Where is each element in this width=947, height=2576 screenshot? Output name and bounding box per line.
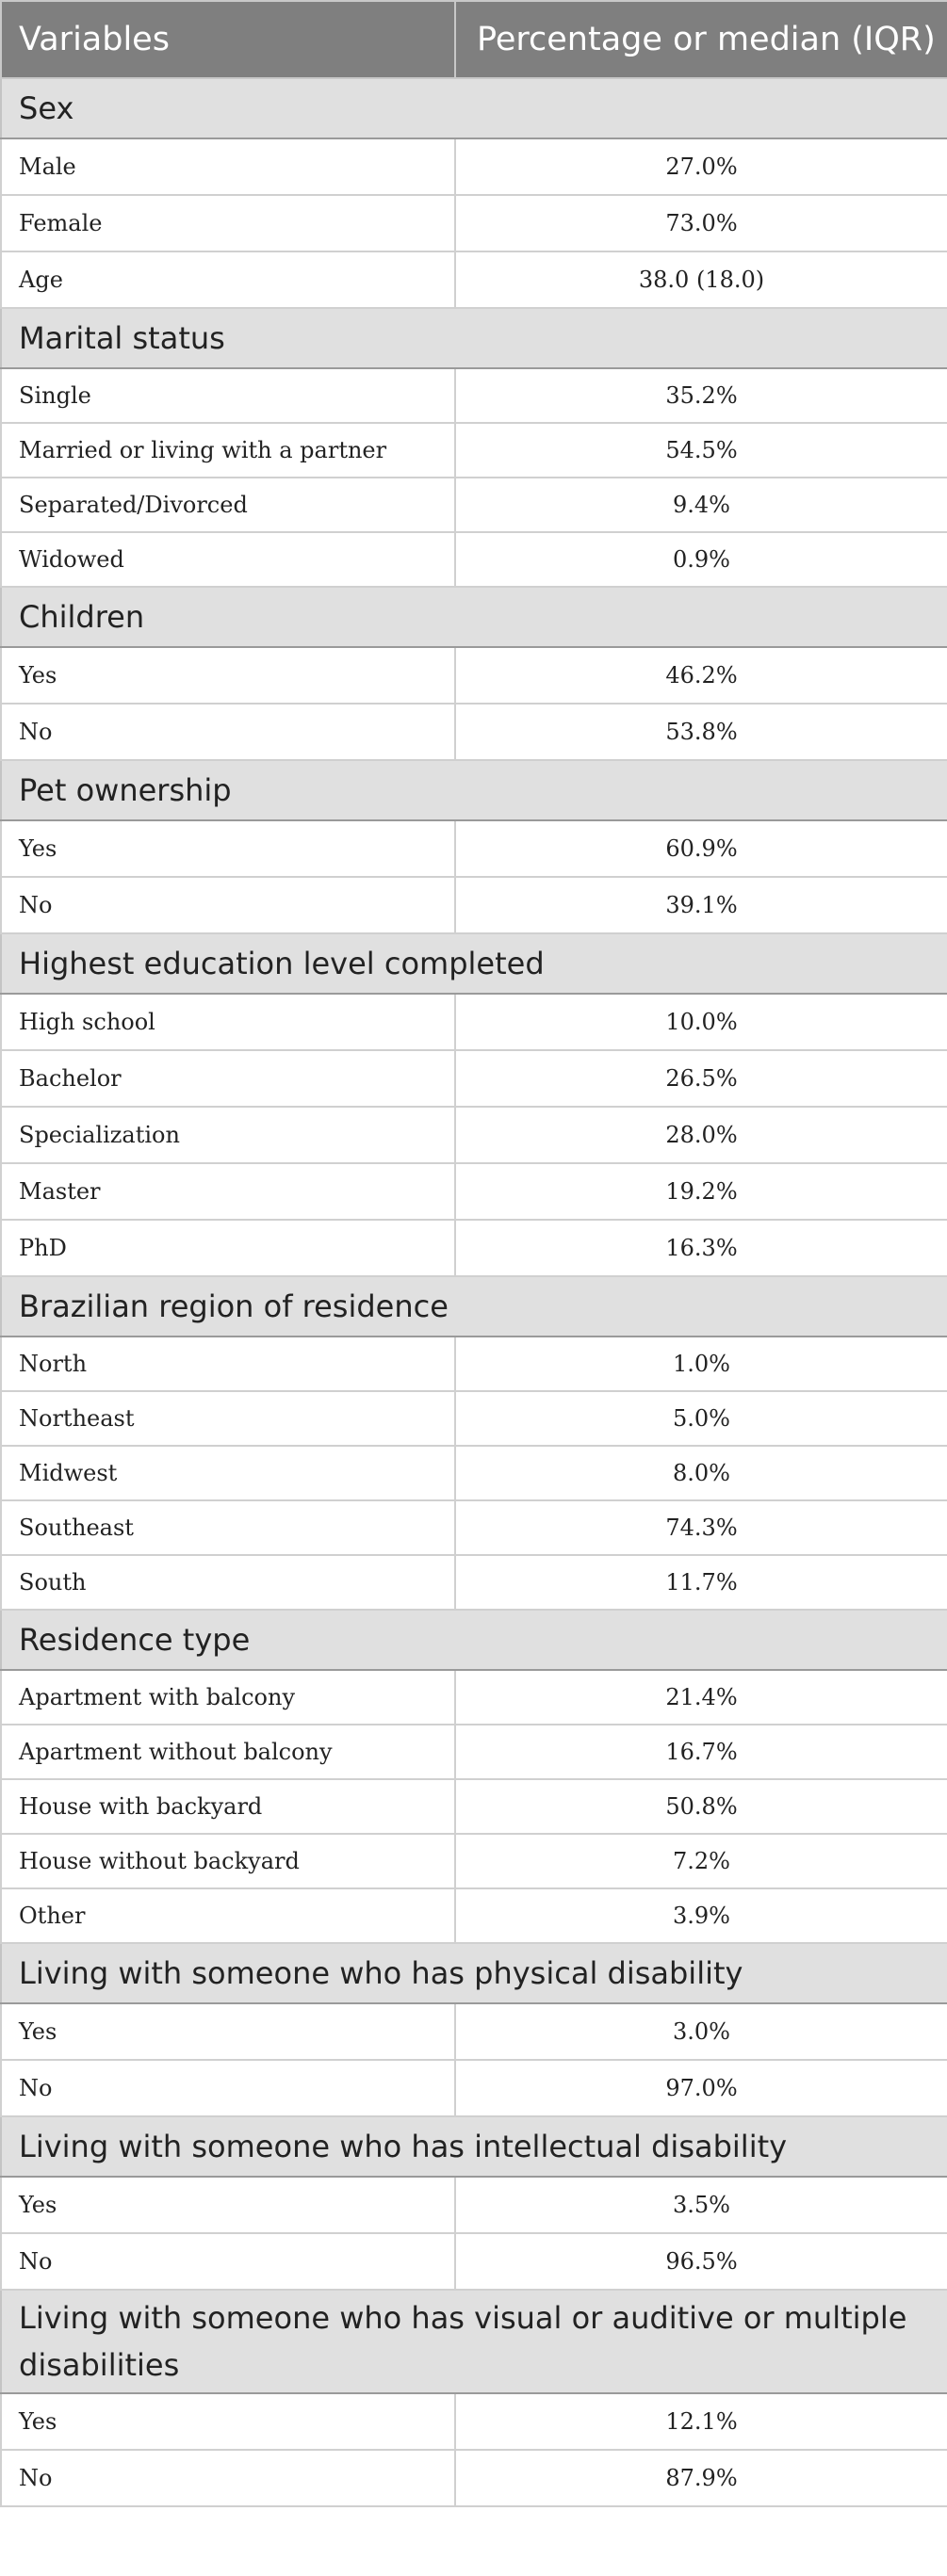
table-row bbox=[1, 2393, 947, 2450]
row-value: 60.9% bbox=[455, 820, 947, 877]
section-title: Children bbox=[1, 587, 947, 647]
table-row bbox=[1, 2233, 947, 2290]
row-label: House with backyard bbox=[1, 1779, 455, 1834]
section-title: Living with someone who has visual or auditive or multiple disabilities bbox=[1, 2290, 947, 2393]
table-row bbox=[1, 1670, 947, 1725]
section-title: Residence type bbox=[1, 1610, 947, 1670]
section-title: Living with someone who has intellectual disability bbox=[1, 2116, 947, 2177]
row-value: 28.0% bbox=[455, 1107, 947, 1163]
row-label: High school bbox=[1, 994, 455, 1050]
row-label: House without backyard bbox=[1, 1834, 455, 1888]
row-label: Other bbox=[1, 1888, 455, 1943]
section-row bbox=[1, 933, 947, 994]
row-label: Female bbox=[1, 195, 455, 251]
row-value: 38.0 (18.0) bbox=[455, 251, 947, 308]
table-row bbox=[1, 1391, 947, 1446]
row-value: 27.0% bbox=[455, 138, 947, 195]
row-value: 12.1% bbox=[455, 2393, 947, 2450]
section-title: Brazilian region of residence bbox=[1, 1276, 947, 1337]
section-row bbox=[1, 78, 947, 138]
row-value: 1.0% bbox=[455, 1337, 947, 1391]
table-row bbox=[1, 1779, 947, 1834]
table-row bbox=[1, 532, 947, 587]
row-label: No bbox=[1, 2060, 455, 2116]
section-title: Marital status bbox=[1, 308, 947, 368]
table-row bbox=[1, 1555, 947, 1610]
row-value: 16.7% bbox=[455, 1725, 947, 1779]
row-label: No bbox=[1, 877, 455, 933]
section-row bbox=[1, 2116, 947, 2177]
row-value: 73.0% bbox=[455, 195, 947, 251]
table-row bbox=[1, 1834, 947, 1888]
section-title: Highest education level completed bbox=[1, 933, 947, 994]
row-label: Male bbox=[1, 138, 455, 195]
row-label: No bbox=[1, 2233, 455, 2290]
row-value: 74.3% bbox=[455, 1500, 947, 1555]
row-value: 96.5% bbox=[455, 2233, 947, 2290]
row-label: Southeast bbox=[1, 1500, 455, 1555]
row-label: Single bbox=[1, 368, 455, 423]
table-row bbox=[1, 423, 947, 478]
row-value: 26.5% bbox=[455, 1050, 947, 1107]
table-row bbox=[1, 478, 947, 532]
row-value: 50.8% bbox=[455, 1779, 947, 1834]
table-row bbox=[1, 2060, 947, 2116]
row-value: 10.0% bbox=[455, 994, 947, 1050]
row-value: 54.5% bbox=[455, 423, 947, 478]
row-label: Midwest bbox=[1, 1446, 455, 1500]
row-value: 97.0% bbox=[455, 2060, 947, 2116]
row-value: 3.0% bbox=[455, 2003, 947, 2060]
row-label: No bbox=[1, 2450, 455, 2506]
row-label: Northeast bbox=[1, 1391, 455, 1446]
header-value: Percentage or median (IQR) bbox=[455, 1, 947, 78]
table-row bbox=[1, 1500, 947, 1555]
row-value: 46.2% bbox=[455, 647, 947, 704]
table-row bbox=[1, 647, 947, 704]
row-label: Bachelor bbox=[1, 1050, 455, 1107]
row-label: Apartment with balcony bbox=[1, 1670, 455, 1725]
table-row bbox=[1, 877, 947, 933]
section-title: Pet ownership bbox=[1, 760, 947, 820]
row-value: 9.4% bbox=[455, 478, 947, 532]
row-label: Yes bbox=[1, 2003, 455, 2060]
table-row bbox=[1, 251, 947, 308]
table-row bbox=[1, 1050, 947, 1107]
table-row bbox=[1, 1220, 947, 1276]
section-row bbox=[1, 308, 947, 368]
table-row bbox=[1, 994, 947, 1050]
row-value: 7.2% bbox=[455, 1834, 947, 1888]
row-value: 3.5% bbox=[455, 2177, 947, 2233]
table-row bbox=[1, 2003, 947, 2060]
header-variables: Variables bbox=[1, 1, 455, 78]
row-label: No bbox=[1, 704, 455, 760]
section-row bbox=[1, 587, 947, 647]
table-body bbox=[1, 78, 947, 2506]
table-row bbox=[1, 820, 947, 877]
table-row bbox=[1, 1337, 947, 1391]
row-value: 11.7% bbox=[455, 1555, 947, 1610]
row-label: Separated/Divorced bbox=[1, 478, 455, 532]
row-label: South bbox=[1, 1555, 455, 1610]
row-value: 16.3% bbox=[455, 1220, 947, 1276]
table-header-row bbox=[1, 1, 947, 78]
row-value: 39.1% bbox=[455, 877, 947, 933]
table-row bbox=[1, 704, 947, 760]
row-value: 53.8% bbox=[455, 704, 947, 760]
section-title: Living with someone who has physical disability bbox=[1, 1943, 947, 2003]
section-row bbox=[1, 1276, 947, 1337]
table-row bbox=[1, 1725, 947, 1779]
row-label: PhD bbox=[1, 1220, 455, 1276]
row-value: 0.9% bbox=[455, 532, 947, 587]
row-label: Widowed bbox=[1, 532, 455, 587]
row-value: 5.0% bbox=[455, 1391, 947, 1446]
table-row bbox=[1, 138, 947, 195]
row-value: 21.4% bbox=[455, 1670, 947, 1725]
section-row bbox=[1, 2290, 947, 2393]
row-value: 3.9% bbox=[455, 1888, 947, 1943]
row-value: 8.0% bbox=[455, 1446, 947, 1500]
table-row bbox=[1, 1446, 947, 1500]
row-label: Yes bbox=[1, 2177, 455, 2233]
row-label: Yes bbox=[1, 2393, 455, 2450]
section-row bbox=[1, 1610, 947, 1670]
row-label: Married or living with a partner bbox=[1, 423, 455, 478]
row-label: Master bbox=[1, 1163, 455, 1220]
row-label: Specialization bbox=[1, 1107, 455, 1163]
row-value: 87.9% bbox=[455, 2450, 947, 2506]
table-row bbox=[1, 2450, 947, 2506]
section-row bbox=[1, 1943, 947, 2003]
table-row bbox=[1, 2177, 947, 2233]
section-row bbox=[1, 760, 947, 820]
row-value: 35.2% bbox=[455, 368, 947, 423]
row-label: Apartment without balcony bbox=[1, 1725, 455, 1779]
table-row bbox=[1, 1888, 947, 1943]
row-label: Yes bbox=[1, 647, 455, 704]
table-row bbox=[1, 1107, 947, 1163]
table-row bbox=[1, 1163, 947, 1220]
section-title: Sex bbox=[1, 78, 947, 138]
row-label: Age bbox=[1, 251, 455, 308]
row-label: Yes bbox=[1, 820, 455, 877]
table-row bbox=[1, 368, 947, 423]
row-label: North bbox=[1, 1337, 455, 1391]
row-value: 19.2% bbox=[455, 1163, 947, 1220]
table-row bbox=[1, 195, 947, 251]
